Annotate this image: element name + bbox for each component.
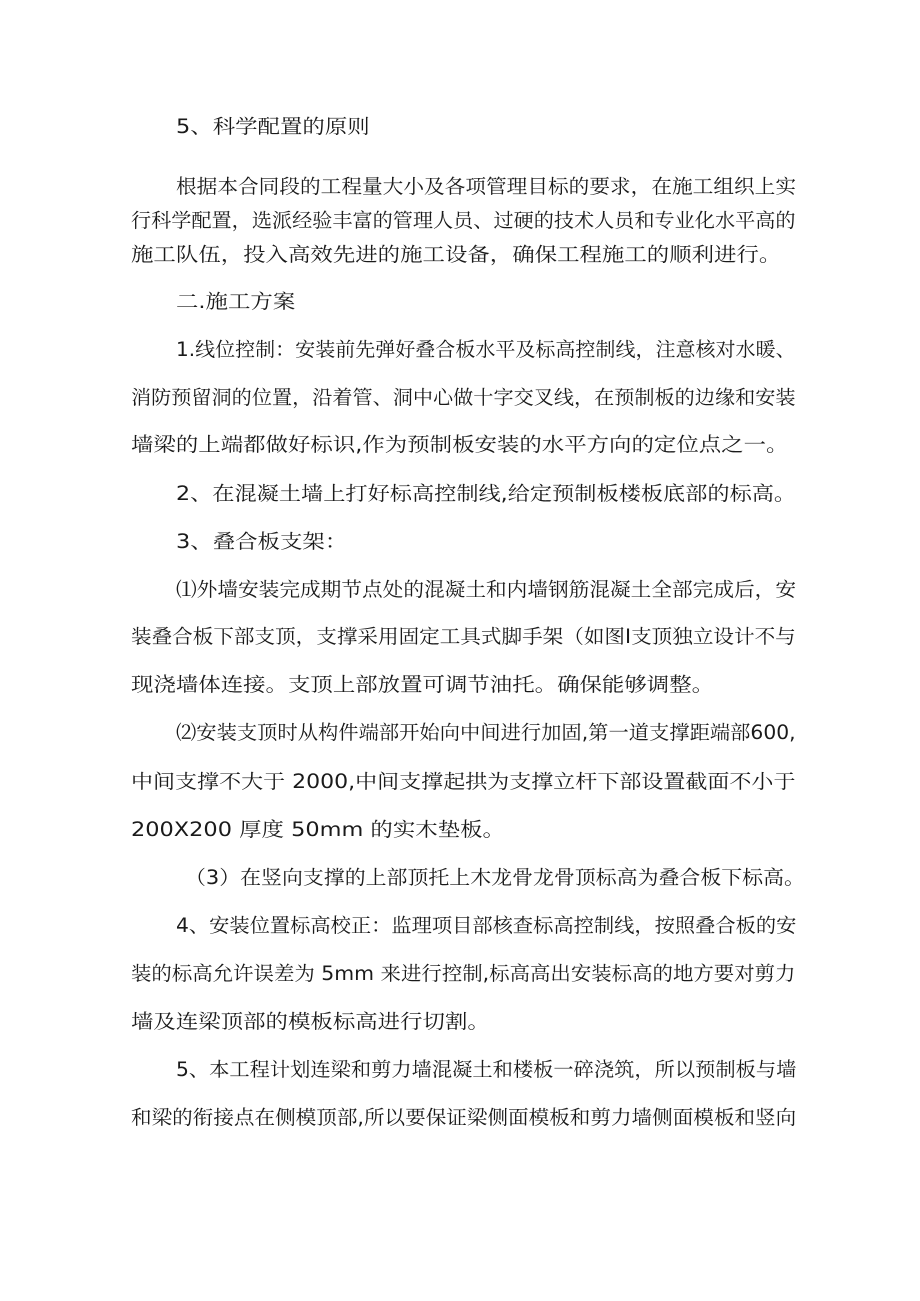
paragraph-line: 行科学配置，选派经验丰富的管理人员、过硬的技术人员和专业化水平高的 — [131, 209, 796, 232]
paragraph-line: 墙梁的上端都做好标识,作为预制板安装的水平方向的定位点之一。 — [131, 433, 789, 456]
paragraph-line: 根据本合同段的工程量大小及各项管理目标的要求，在施工组织上实 — [176, 175, 797, 198]
paragraph-line: 200X200 厚度 50mm 的实木垫板。 — [131, 818, 505, 841]
paragraph-line: 5、本工程计划连梁和剪力墙混凝土和楼板一碎浇筑，所以预制板与墙 — [176, 1058, 797, 1081]
paragraph-line: 装的标高允许误差为 5mm 来进行控制,标高高出安装标高的地方要对剪力 — [131, 962, 796, 985]
section-heading: 二.施工方案 — [176, 290, 296, 313]
paragraph-line: 装叠合板下部支顶，支撑采用固定工具式脚手架（如图Ⅰ支顶独立设计不与 — [131, 625, 796, 648]
paragraph-line: 墙及连梁顶部的模板标高进行切割。 — [131, 1010, 490, 1033]
paragraph-line: （3）在竖向支撑的上部顶托上木龙骨龙骨顶标高为叠合板下标高。 — [185, 866, 805, 889]
paragraph-line: 消防预留洞的位置，沿着管、洞中心做十字交叉线，在预制板的边缘和安装 — [131, 386, 796, 409]
paragraph-line: 1.线位控制：安装前先弹好叠合板水平及标高控制线，注意核对水暖、 — [176, 338, 796, 361]
paragraph-line: ⑵安装支顶时从构件端部开始向中间进行加固,第一道支撑距端部600, — [176, 721, 796, 744]
paragraph-line: 施工队伍，投入高效先进的施工设备，确保工程施工的顺利进行。 — [131, 243, 782, 266]
paragraph-line: 现浇墙体连接。支顶上部放置可调节油托。确保能够调整。 — [131, 673, 715, 696]
paragraph-line: 4、安装位置标高校正：监理项目部核查标高控制线，按照叠合板的安 — [176, 914, 797, 937]
paragraph-line: 中间支撑不大于 2000,中间支撑起拱为支撑立杆下部设置截面不小于 — [131, 770, 796, 793]
paragraph-line: 2、在混凝土墙上打好标高控制线,给定预制板楼板底部的标高。 — [176, 482, 797, 505]
paragraph-line: 和梁的衔接点在侧模顶部,所以要保证梁侧面模板和剪力墙侧面模板和竖向 — [131, 1106, 797, 1129]
section-heading: 3、叠合板支架： — [176, 530, 348, 553]
section-heading: 5、科学配置的原则 — [176, 115, 370, 138]
paragraph-line: ⑴外墙安装完成期节点处的混凝土和内墙钢筋混凝土全部完成后，安 — [176, 578, 797, 601]
